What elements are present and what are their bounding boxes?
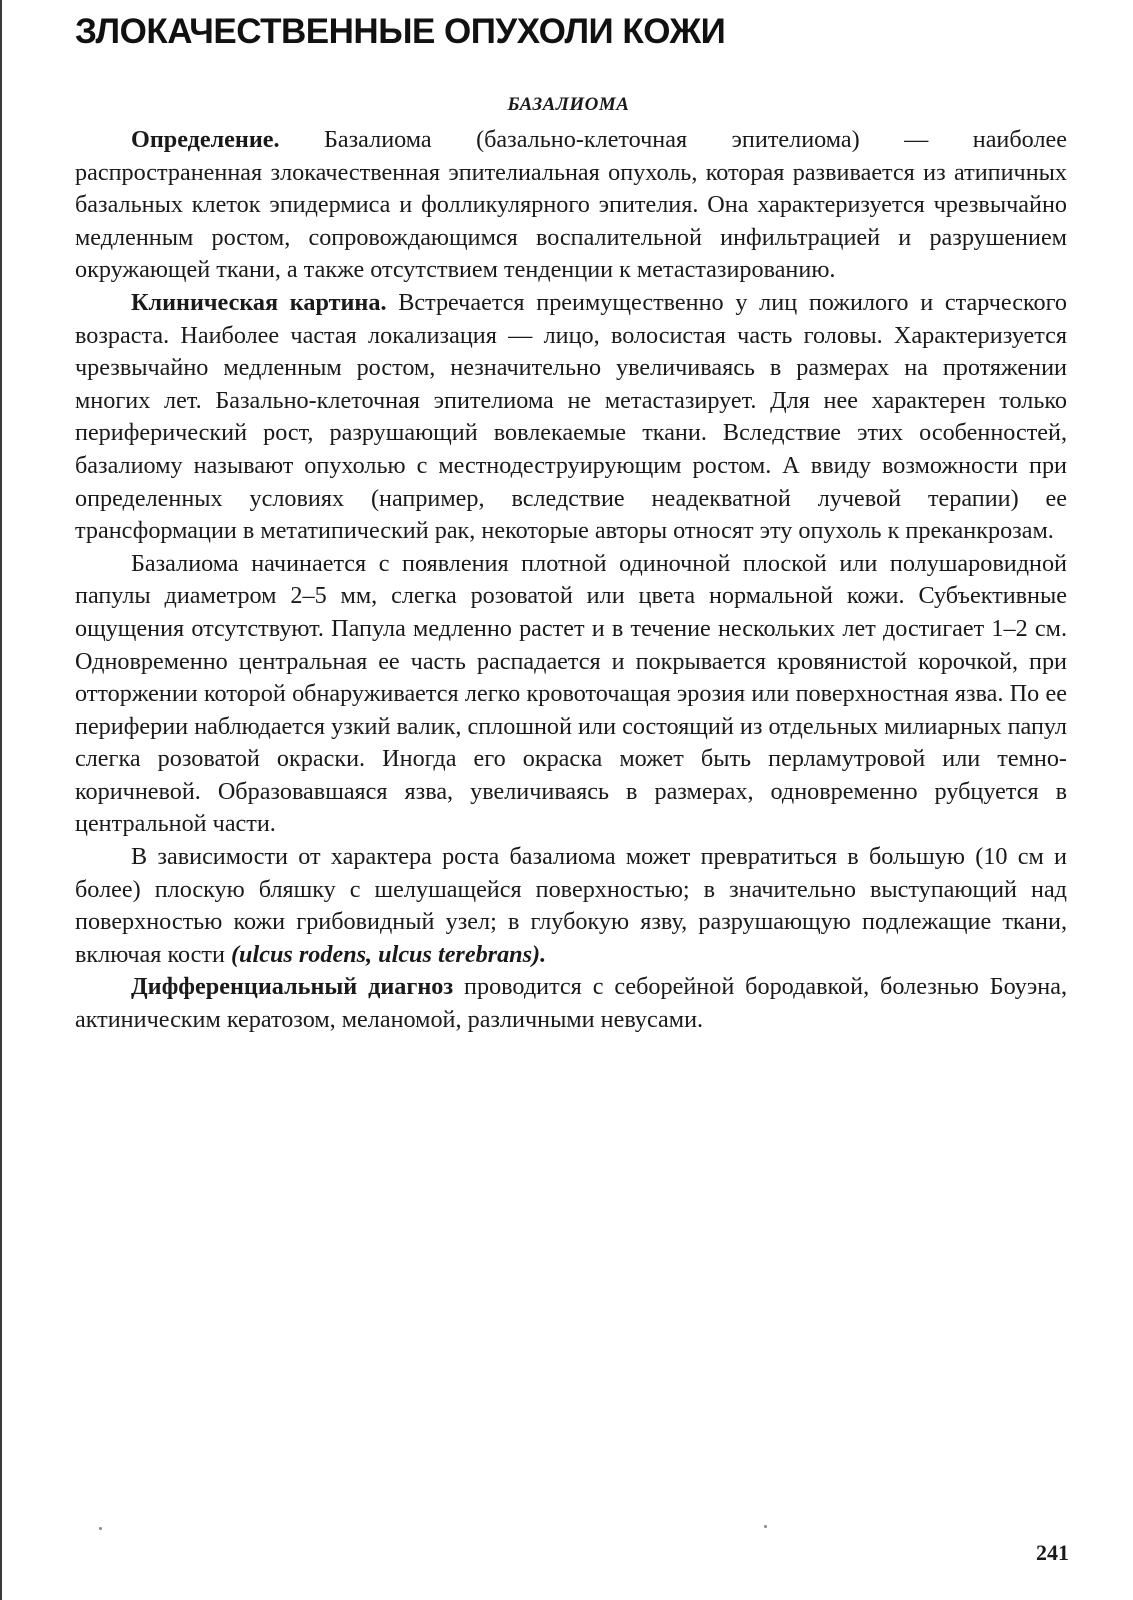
page-number: 241 xyxy=(1036,1540,1069,1565)
scan-speck xyxy=(99,1527,102,1530)
paragraph-lead: Клиническая картина. xyxy=(131,288,387,316)
paragraph-clinical-picture xyxy=(75,287,1067,548)
chapter-title: ЗЛОКАЧЕСТВЕННЫЕ ОПУХОЛИ КОЖИ xyxy=(75,12,726,51)
paragraph-text: В зависимости от характера роста базалиома может превратиться в большую (10 см и более) плоскую бляшку с шелушащейся поверхностью; в значительно выступающий над поверхностью кожи грибовидный узел; в глубокую язву, разрушающую подлежащие ткани, включая кости xyxy=(75,843,1067,968)
body-text xyxy=(75,124,1067,1037)
paragraph-text: Базалиома начинается с появления плотной одиночной плоской или полушаровидной папулы диаметром 2–5 мм, слегка розоватой или цвета нормальной кожи. Субъективные ощущения отсутствуют. Папула медленно растет и в течение нескольких лет достигает 1–2 см. Одновременно центральная ее часть распадается и покрывается кровянистой корочкой, при отторжении которой обнаруживается легко кровоточащая эрозия или поверхностная язва. По ее периферии наблюдается узкий валик, сплошной или состоящий из отдельных милиарных папул слегка розоватой окраски. Иногда его окраска может быть перламутровой или темно-коричневой. Образовавшаяся язва, увеличиваясь в размерах, одновременно рубцуется в центральной части. xyxy=(75,549,1067,838)
section-title: БАЗАЛИОМА xyxy=(507,94,630,115)
paragraph-lead: Дифференциальный диагноз xyxy=(131,973,454,1001)
paragraph-differential-diagnosis xyxy=(75,971,1067,1036)
paragraph-onset xyxy=(75,548,1067,841)
paragraph-end: . xyxy=(540,940,547,968)
latin-terms: (ulcus rodens, ulcus terebrans) xyxy=(230,940,541,968)
paragraph-growth-forms xyxy=(75,841,1067,971)
paragraph-lead: Определение. xyxy=(131,126,280,153)
paragraph-definition xyxy=(75,124,1067,287)
paragraph-text: Встречается преимущественно у лиц пожилого и старческого возраста. Наиболее частая локализация — лицо, волосистая часть головы. Характеризуется чрезвычайно медленным ростом, незначительно увеличиваясь в размерах на протяжении многих лет. Базально-клеточная эпителиома не метастазирует. Для нее характерен только периферический рост, разрушающий вовлекаемые ткани. Вследствие этих особенностей, базалиому называют опухолью с местнодеструирующим ростом. А ввиду возможности при определенных условиях (например, вследствие неадекватной лучевой терапии) ее трансформации в метатипический рак, некоторые авторы относят эту опухоль к преканкрозам. xyxy=(75,288,1068,545)
paragraph-text: проводится с себорейной бородавкой, болезнью Боуэна, актиническим кератозом, меланомой, различными невусами. xyxy=(75,973,1068,1034)
paragraph-text: Базалиома (базально-клеточная эпителиома) — наиболее распространенная злокачественная эпителиальная опухоль, которая развивается из атипичных базальных клеток эпидермиса и фолликулярного эпителия. Она характеризуется чрезвычайно медленным ростом, сопровождающимся воспалительной инфильтрацией и разрушением окружающей ткани, а также отсутствием тенденции к метастазированию. xyxy=(75,126,1067,284)
scan-speck xyxy=(764,1525,767,1528)
